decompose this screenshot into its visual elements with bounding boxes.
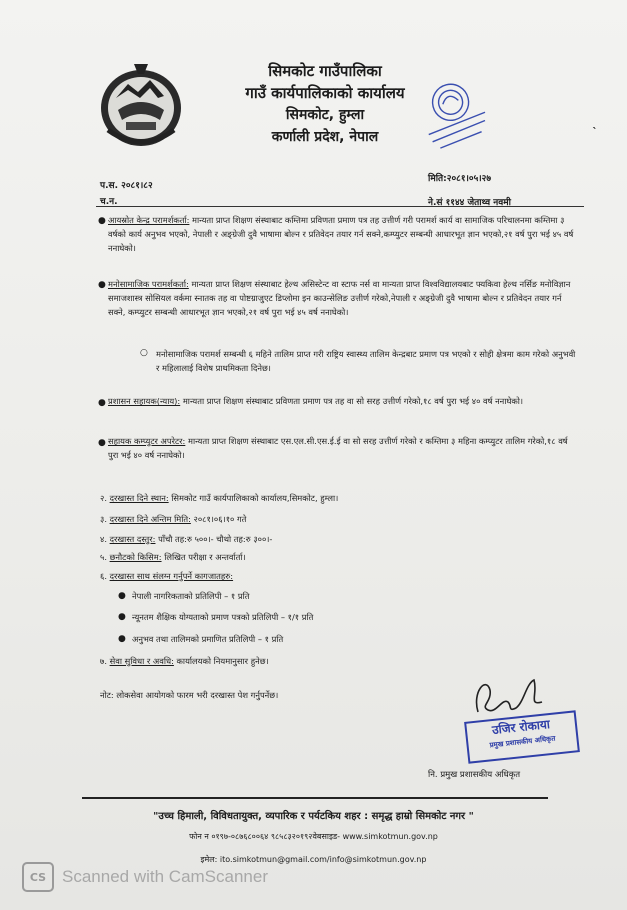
post-title: प्रशासन सहायक(न्याय): <box>108 396 181 406</box>
letter-number: प.स. २०८१।८२ <box>100 181 153 191</box>
post-description: मान्यता प्राप्त शिक्षण संस्थाबाट एस.एल.सी.एस.ई.ई वा सो सरह उत्तीर्ण गरेको र कम्तिमा ३ महिना कम्प्युटर तालिम गरेको,१८ वर्ष पुरा भई ४० वर्ष ननाघेको। <box>108 436 568 460</box>
detail-value: कार्यालयको नियमानुसार हुनेछ। <box>176 656 269 666</box>
detail-label: छनौटको किसिम: <box>109 552 162 562</box>
post-title: आयस्रोत केन्द्र परामर्शकर्ता: <box>108 215 190 225</box>
detail-number: ६. <box>100 571 107 581</box>
header-rule <box>96 206 584 207</box>
office-name: गाउँ कार्यपालिकाको कार्यालय <box>245 84 405 102</box>
application-note: नोट: लोकसेवा आयोगको फारम भरी दरखास्त पेश गर्नुपर्नेछ। <box>100 690 279 700</box>
document-item: नेपाली नागरिकताको प्रतिलिपी – १ प्रति <box>132 591 250 601</box>
document-item: न्यूनतम शैक्षिक योग्यताको प्रमाण पत्रको प्रतिलिपी – १/१ प्रति <box>132 612 314 622</box>
post-title: मनोसामाजिक परामर्शकर्ता: <box>108 279 189 289</box>
detail-row <box>100 655 560 667</box>
detail-number: ४. <box>100 534 107 544</box>
province-country: कर्णाली प्रदेश, नेपाल <box>271 129 379 145</box>
signatory-title: नि. प्रमुख प्रशासकीय अधिकृत <box>428 770 521 780</box>
municipality-name: सिमकोट गाउँपालिका <box>268 62 382 80</box>
hollow-bullet-icon: ○ <box>140 348 148 358</box>
nepal-sambat-date: ने.सं ११४४ जेताथ्व नवमी <box>428 198 511 208</box>
stamp-name: उजिर रोकाया <box>491 717 551 738</box>
post-item <box>108 434 578 462</box>
bullet-icon: ● <box>118 634 126 644</box>
watermark-text: Scanned with CamScanner <box>62 867 269 886</box>
detail-label: दरखास्त साथ संलग्न गर्नुपर्ने कागजातहरु: <box>109 571 234 581</box>
camscanner-watermark <box>22 862 268 892</box>
post-note: मनोसामाजिक परामर्श सम्बन्धी ६ महिने तालिम प्राप्त गरी राष्ट्रिय स्वास्थ्य तालिम केन्द्रबाट प्रमाण पत्र भएको र सोही क्षेत्रमा काम गरेको अनुभवी र महिलालाई विशेष प्राथमिकता दिनेछ। <box>156 349 576 373</box>
bullet-icon: ● <box>98 216 106 226</box>
bullet-icon: ● <box>98 438 106 448</box>
bullet-icon: ● <box>98 398 106 408</box>
detail-number: २. <box>100 493 107 503</box>
detail-number: ७. <box>100 656 107 666</box>
detail-label: दरखास्त दिने अन्तिम मिति: <box>109 514 191 524</box>
post-item <box>108 394 578 408</box>
detail-label: दरखास्त दस्तुर: <box>109 534 156 544</box>
stamp-title: प्रमुख प्रशासकीय अधिकृत <box>489 734 556 750</box>
margin-mark: ˴ <box>592 119 597 135</box>
detail-row <box>100 533 560 545</box>
letter-date: मिति:२०८१।०५।२७ <box>428 174 492 184</box>
post-description: मान्यता प्राप्त शिक्षण संस्थाबाट हेल्थ असिस्टेन्ट वा स्टाफ नर्स वा मान्यता प्राप्त विश्वविद्यालयबाट फ्यकिवा हेल्थ नर्सिङ मनोविज्ञान समाजशास्त्र सोसियल वर्कमा स्नातक तह वा पोष्टग्राजुएट डिप्लोमा इन काउन्सेलिङ उत्तीर्ण गरेको,नेपाली र अङ्ग्रेजी दुवै भाषामा बोल्न र प्रतिवेदन तयार गर्न सक्ने, कम्प्युटर सम्बन्धी आधारभूत ज्ञान भएको,२१ वर्ष पुरा भई ४५ वर्ष ननाघेको। <box>108 279 571 317</box>
post-description: मान्यता प्राप्त शिक्षण संस्थाबाट कम्तिमा प्रविणता प्रमाण पत्र तह उत्तीर्ण गरी परामर्श कार्य वा सामाजिक परिचालनमा कम्तिमा ३ वर्षको कार्य अनुभव भएको, नेपाली र अङ्ग्रेजी दुवै भाषामा बोल्न र प्रतिवेदन तयार गर्न सक्ने,कम्प्युटर सम्बन्धी आधारभूत ज्ञान भएको,२१ वर्ष पुरा भई ४५ वर्ष ननाघेको। <box>108 215 574 253</box>
nepal-emblem-icon <box>98 58 184 148</box>
letterhead <box>205 60 445 148</box>
post-item <box>108 213 578 255</box>
detail-number: ५. <box>100 552 107 562</box>
bullet-icon: ● <box>118 591 126 601</box>
detail-label: दरखास्त दिने स्थान: <box>109 493 169 503</box>
bullet-icon: ● <box>98 280 106 290</box>
post-description: मान्यता प्राप्त शिक्षण संस्थाबाट प्रविणता प्रमाण पत्र तह वा सो सरह उत्तीर्ण गरेको,१८ वर्ष पुरा भई ४० वर्ष ननाघेको। <box>182 396 524 406</box>
footer-rule <box>82 797 548 799</box>
bullet-icon: ● <box>118 612 126 622</box>
dispatch-number: च.न. <box>100 197 118 207</box>
detail-row <box>100 492 560 504</box>
footer-phone-web: फोन न ०१९७-०८७६८००६४ ९८५८३२०१९२वेबसाइड- www.simkotmun.gov.np <box>189 832 438 841</box>
detail-label: सेवा सुविधा र अवधि: <box>109 656 174 666</box>
document-item: अनुभव तथा तालिमको प्रमाणित प्रतिलिपी – १ प्रति <box>132 634 284 644</box>
detail-row <box>100 551 560 563</box>
detail-value: लिखित परीक्षा र अन्तर्वार्ता। <box>164 552 246 562</box>
camscanner-logo-icon: CS <box>22 862 54 892</box>
detail-row <box>100 513 560 525</box>
office-location: सिमकोट, हुम्ला <box>285 107 365 123</box>
footer-slogan: "उच्च हिमाली, विविधतायुक्त, व्यपारिक र पर्यटकिय शहर : समृद्ध हाम्रो सिमकोट नगर " <box>153 811 474 822</box>
detail-value: २०८१।०६।१० गते <box>193 514 247 524</box>
detail-value: पाँचौ तह:रु ५००।- चौथो तह:रु ३००।- <box>158 534 273 544</box>
footer-email: इमेल: ito.simkotmun@gmail.com/info@simkotmun.gov.np <box>200 855 427 864</box>
detail-value: सिमकोट गाउँ कार्यपालिकाको कार्यालय,सिमकोट, हुम्ला। <box>171 493 339 503</box>
detail-number: ३. <box>100 514 107 524</box>
post-item <box>108 277 578 319</box>
detail-row <box>100 570 560 582</box>
post-title: सहायक कम्प्युटर अपरेटर: <box>108 436 186 446</box>
